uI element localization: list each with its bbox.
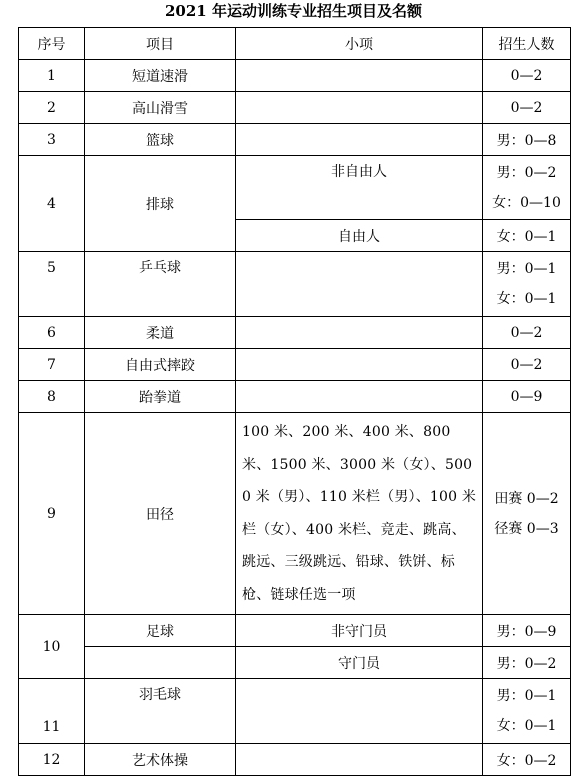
table-row xyxy=(19,615,571,647)
row-item: 自由式摔跤 xyxy=(85,349,236,381)
row-number-text: 5 xyxy=(47,260,56,276)
count-line: 男：0—2 xyxy=(496,164,557,181)
count-line: 田赛 0—2 xyxy=(494,490,559,507)
row-subitem xyxy=(236,92,483,124)
header-count: 招生人数 xyxy=(483,28,571,60)
row-item: 艺术体操 xyxy=(85,744,236,776)
count-line: 女：0—1 xyxy=(496,291,557,307)
row-number xyxy=(19,252,85,317)
row-item: 柔道 xyxy=(85,317,236,349)
count-line: 男：0—1 xyxy=(496,688,557,704)
row-subitem xyxy=(236,252,483,317)
row-item xyxy=(85,252,236,317)
row-count: 男：0—2 xyxy=(483,647,571,679)
row-count xyxy=(483,156,571,220)
row-count: 0—2 xyxy=(483,92,571,124)
row-item: 高山滑雪 xyxy=(85,92,236,124)
row-number: 3 xyxy=(19,124,85,156)
table-row xyxy=(19,317,571,349)
row-subitem: 非守门员 xyxy=(236,615,483,647)
row-count: 男：0—8 xyxy=(483,124,571,156)
table-row xyxy=(19,744,571,776)
row-subitem xyxy=(236,60,483,92)
header-subitem: 小项 xyxy=(236,28,483,60)
row-count: 女：0—2 xyxy=(483,744,571,776)
row-count: 0—2 xyxy=(483,349,571,381)
row-number: 9 xyxy=(19,413,85,615)
row-item: 跆拳道 xyxy=(85,381,236,413)
row-subitem xyxy=(236,317,483,349)
subitem-text: 非自由人 xyxy=(331,164,387,180)
table-row xyxy=(19,381,571,413)
row-count xyxy=(483,252,571,317)
document-title: 2021 年运动训练专业招生项目及名额 xyxy=(165,2,422,20)
count-line: 男：0—1 xyxy=(496,261,557,277)
row-subitem xyxy=(236,679,483,744)
row-number: 4 xyxy=(19,156,85,252)
row-subitem xyxy=(236,381,483,413)
table-row xyxy=(19,92,571,124)
header-item: 项目 xyxy=(85,28,236,60)
row-subitem xyxy=(236,156,483,220)
row-number: 12 xyxy=(19,744,85,776)
row-number: 2 xyxy=(19,92,85,124)
table-row xyxy=(19,124,571,156)
row-count: 男：0—9 xyxy=(483,615,571,647)
row-item: 排球 xyxy=(85,156,236,252)
enrollment-table xyxy=(18,27,571,776)
table-row xyxy=(19,156,571,220)
row-count xyxy=(483,413,571,615)
row-number-text: 11 xyxy=(42,719,61,735)
row-number xyxy=(19,679,85,744)
row-item: 篮球 xyxy=(85,124,236,156)
row-subitem xyxy=(236,124,483,156)
row-number: 8 xyxy=(19,381,85,413)
row-count: 女：0—1 xyxy=(483,220,571,252)
row-item: 短道速滑 xyxy=(85,60,236,92)
row-item-text: 乒乓球 xyxy=(139,260,181,276)
count-line: 径赛 0—3 xyxy=(494,520,559,537)
row-count: 0—9 xyxy=(483,381,571,413)
row-item xyxy=(85,647,236,679)
row-number: 1 xyxy=(19,60,85,92)
row-item: 田径 xyxy=(85,413,236,615)
table-row xyxy=(19,413,571,615)
row-subitem xyxy=(236,744,483,776)
row-item-text: 羽毛球 xyxy=(139,687,181,703)
table-header-row xyxy=(19,28,571,60)
row-count xyxy=(483,679,571,744)
table-row xyxy=(19,647,571,679)
row-number: 10 xyxy=(19,615,85,679)
row-subitem: 100 米、200 米、400 米、800 米、1500 米、3000 米（女）、5000 米（男）、110 米栏（男）、100 米栏（女）、400 米栏、竞走、跳高、跳远、三级跳远、铅球、铁饼、标枪、链球任选一项 xyxy=(236,413,483,615)
row-subitem: 守门员 xyxy=(236,647,483,679)
row-number: 6 xyxy=(19,317,85,349)
table-row xyxy=(19,252,571,317)
row-count: 0—2 xyxy=(483,60,571,92)
count-line: 女：0—10 xyxy=(492,194,561,211)
header-number: 序号 xyxy=(19,28,85,60)
row-item: 足球 xyxy=(85,615,236,647)
row-number: 7 xyxy=(19,349,85,381)
row-subitem xyxy=(236,349,483,381)
table-row xyxy=(19,60,571,92)
count-line: 女：0—1 xyxy=(496,718,557,734)
row-item xyxy=(85,679,236,744)
row-count: 0—2 xyxy=(483,317,571,349)
table-row xyxy=(19,679,571,744)
row-subitem: 自由人 xyxy=(236,220,483,252)
table-row xyxy=(19,349,571,381)
